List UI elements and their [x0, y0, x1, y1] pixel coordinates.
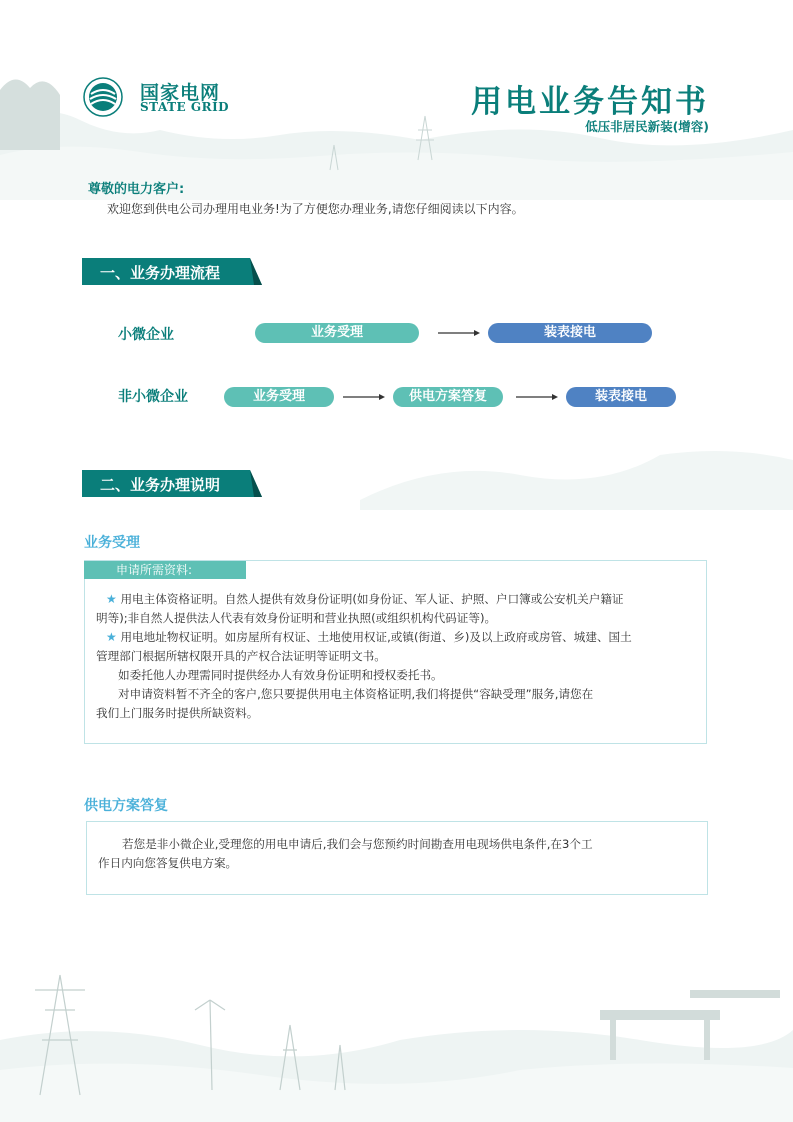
- flow-step-meter-install: 装表接电: [566, 387, 676, 407]
- flow-label-non-small: 非小微企业: [118, 389, 188, 405]
- flow-step-plan-reply: 供电方案答复: [393, 387, 503, 407]
- plan-content: [98, 835, 698, 873]
- section2-banner: [82, 470, 262, 497]
- acceptance-heading: 业务受理: [84, 535, 140, 551]
- note-text: 如委托他人办理需同时提供经办人有效身份证明和授权委托书。: [118, 668, 443, 682]
- list-item-text: 管理部门根据所辖权限开具的产权合法证明等证明文书。: [96, 649, 386, 663]
- flow-step-acceptance: 业务受理: [255, 323, 419, 343]
- logo-english-name: STATE GRID: [140, 100, 230, 114]
- plan-text: 作日内向您答复供电方案。: [98, 856, 238, 870]
- required-docs-tag: 申请所需资料:: [84, 561, 246, 579]
- arrow-right-icon: [516, 391, 558, 403]
- list-item: [106, 590, 696, 609]
- note-text: 我们上门服务时提供所缺资料。: [96, 706, 259, 720]
- star-icon: ★: [106, 630, 117, 644]
- section2-title: 二、业务办理说明: [100, 476, 221, 494]
- intro-text: 欢迎您到供电公司办理用电业务!为了方便您办理业务,请您仔细阅读以下内容。: [107, 202, 524, 216]
- plan-heading: 供电方案答复: [84, 798, 168, 814]
- page-subtitle: 低压非居民新装(增容): [585, 119, 709, 134]
- list-item-text: 用电主体资格证明。自然人提供有效身份证明(如身份证、军人证、护照、户口簿或公安机关户籍证: [120, 592, 624, 606]
- section1-banner: [82, 258, 262, 285]
- plan-text: 若您是非小微企业,受理您的用电申请后,我们会与您预约时间勘查用电现场供电条件,在3个工: [122, 837, 593, 851]
- logo-chinese-name: 国家电网: [140, 82, 221, 104]
- flow-step-acceptance: 业务受理: [224, 387, 334, 407]
- arrow-right-icon: [438, 327, 480, 339]
- arrow-right-icon: [343, 391, 385, 403]
- acceptance-content: [96, 590, 696, 723]
- page-title: 用电业务告知书: [471, 84, 709, 120]
- list-item-text: 明等);非自然人提供法人代表有效身份证明和营业执照(或组织机构代码证等)。: [96, 611, 497, 625]
- section1-title: 一、业务办理流程: [100, 264, 221, 282]
- flow-step-meter-install: 装表接电: [488, 323, 652, 343]
- star-icon: ★: [106, 592, 117, 606]
- note-text: 对申请资料暂不齐全的客户,您只要提供用电主体资格证明,我们将提供“容缺受理”服务,请您在: [118, 687, 594, 701]
- landscape-footer-decoration: [0, 950, 793, 1122]
- flow-label-small: 小微企业: [118, 327, 174, 343]
- greeting: 尊敬的电力客户:: [88, 182, 185, 197]
- list-item: [106, 628, 696, 647]
- mountain-mid-decoration: [360, 430, 793, 510]
- list-item-text: 用电地址物权证明。如房屋所有权证、土地使用权证,或镇(街道、乡)及以上政府或房管、城建、国土: [120, 630, 632, 644]
